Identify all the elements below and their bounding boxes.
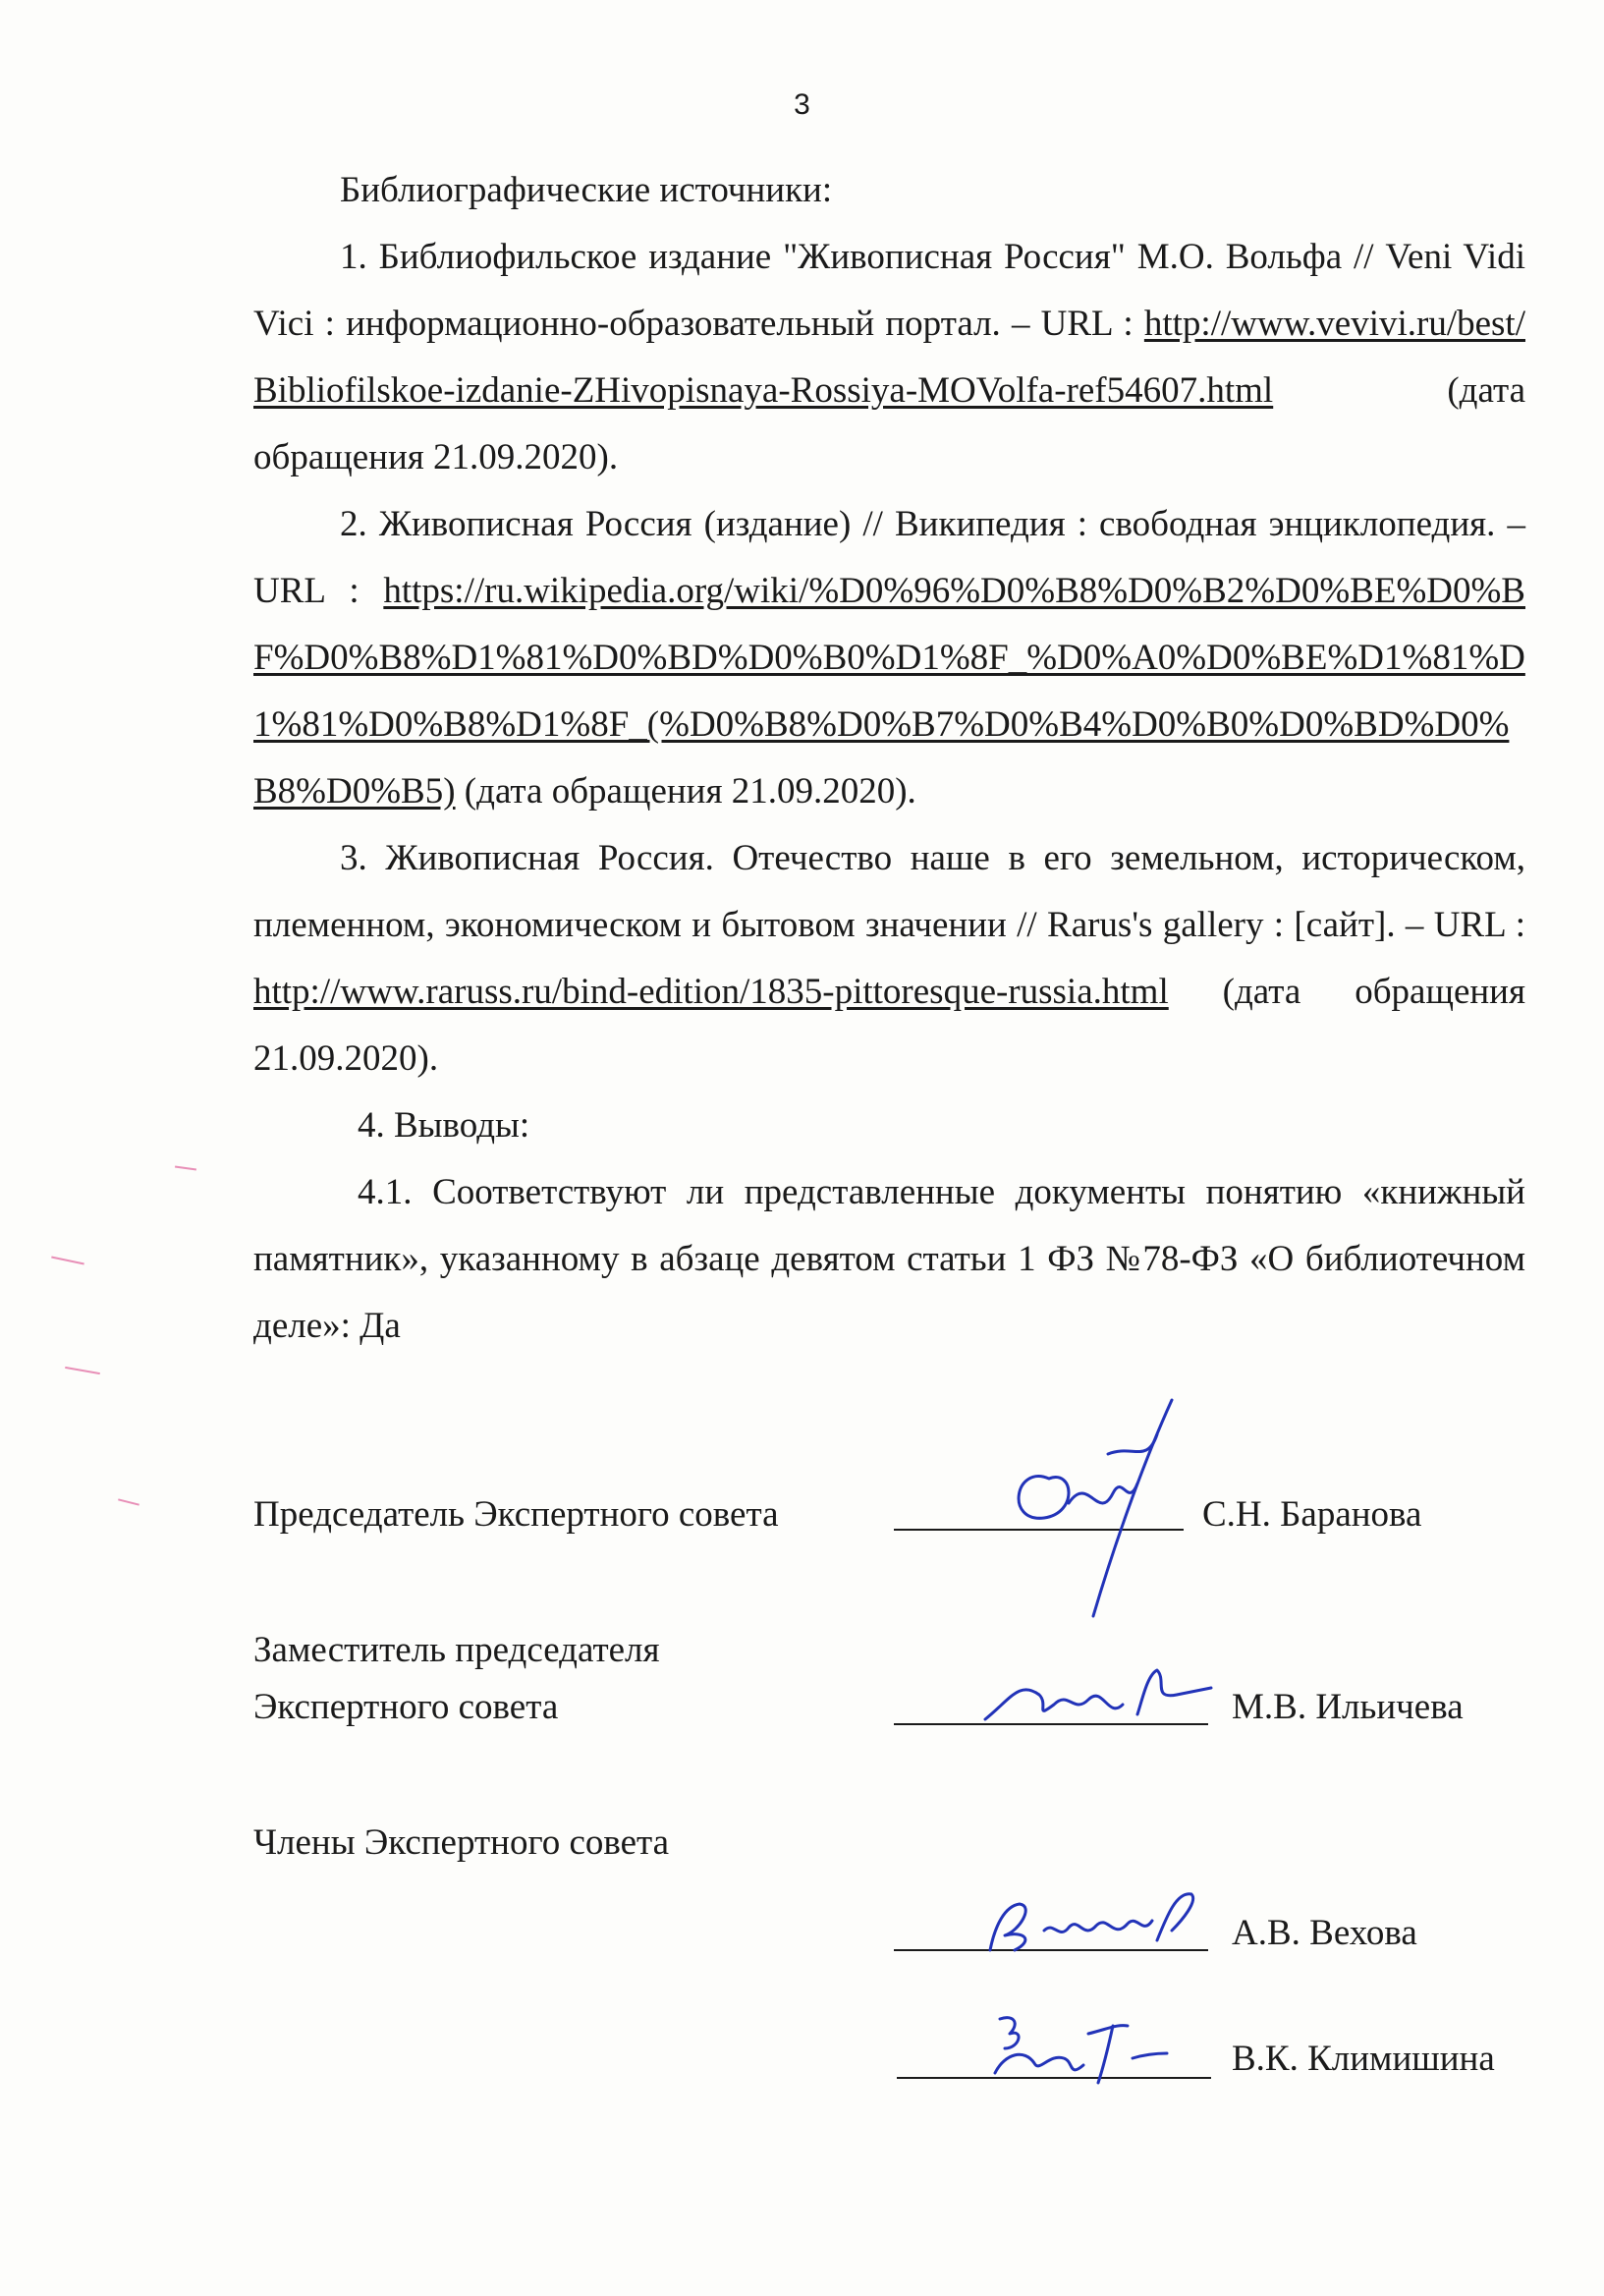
bibliography-item-2-link[interactable]: https://ru.wikipedia.org/wiki/%D0%96%D0%B8%D0%B2%D0%BE%D0%BF%D0%B8%D1%81%D0%BD%D0%B0%D1%8F_%D0%A0%D0%BE%D1%81%D1%81%D0%B8%D1%8F_(%D0%B8%D0%B7%D0%B4%D0%B0%D0%BD%D0%B8%D0%B5) bbox=[253, 571, 1525, 812]
member2-signature bbox=[980, 2004, 1216, 2093]
bibliography-item-3-link[interactable]: http://www.raruss.ru/bind-edition/1835-pittoresque-russia.html bbox=[253, 972, 1169, 1012]
scan-mark bbox=[175, 1165, 196, 1170]
bibliography-item-3-text: 3. Живописная Россия. Отечество наше в его земельном, историческом, племенном, экономическом и бытовом значении // Rarus's gallery : [сайт]. – URL : bbox=[253, 838, 1525, 945]
chair-label: Председатель Экспертного совета bbox=[253, 1494, 779, 1535]
page-number: 3 bbox=[794, 88, 810, 121]
deputy-label-line2: Экспертного совета bbox=[253, 1687, 559, 1727]
bibliography-item-2-text: 2. Живописная Россия (издание) // Википедия : свободная энциклопедия. – URL : bbox=[253, 504, 1525, 611]
member1-name: А.В. Вехова bbox=[1232, 1913, 1417, 1953]
scan-mark bbox=[118, 1498, 139, 1505]
bibliography-item-3-date: (дата обращения 21.09.2020). bbox=[253, 972, 1525, 1079]
chair-signature bbox=[1000, 1395, 1177, 1631]
member1-signature bbox=[980, 1886, 1216, 1965]
deputy-name: М.В. Ильичева bbox=[1232, 1687, 1464, 1727]
signature-block bbox=[253, 1474, 1530, 2083]
scan-mark bbox=[51, 1256, 84, 1264]
bibliography-item-1 bbox=[253, 224, 1525, 491]
chair-name: С.Н. Баранова bbox=[1202, 1494, 1422, 1535]
deputy-signature bbox=[980, 1660, 1216, 1739]
conclusion-4-1: 4.1. Соответствуют ли представленные документы понятию «книжный памятник», указанному в абзаце девятом статьи 1 ФЗ №78-ФЗ «О библиотечном деле»: Да bbox=[253, 1172, 1525, 1346]
bibliography-item-1-link[interactable]: http://www.vevivi.ru/best/Bibliofilskoe-izdanie-ZHivopisnaya-Rossiya-MOVolfa-ref54607.html bbox=[253, 304, 1525, 411]
conclusions-heading: 4. Выводы: bbox=[358, 1105, 530, 1146]
members-label: Члены Экспертного совета bbox=[253, 1822, 670, 1863]
scan-mark bbox=[65, 1367, 100, 1374]
member2-name: В.К. Климишина bbox=[1232, 2039, 1495, 2079]
bibliography-item-2-date: (дата обращения 21.09.2020). bbox=[455, 771, 916, 812]
bibliography-item-1-date: (дата обращения 21.09.2020). bbox=[253, 370, 1525, 477]
bibliography-item-1-text: 1. Библиофильское издание "Живописная Россия" М.О. Вольфа // Veni Vidi Vici : информационно-образовательный портал. – URL : bbox=[253, 237, 1525, 344]
bibliography-item-2 bbox=[253, 491, 1525, 825]
deputy-label-line1: Заместитель председателя bbox=[253, 1630, 660, 1670]
bibliography-heading: Библиографические источники: bbox=[340, 170, 833, 210]
document-body bbox=[253, 157, 1525, 1360]
bibliography-item-3 bbox=[253, 825, 1525, 1092]
